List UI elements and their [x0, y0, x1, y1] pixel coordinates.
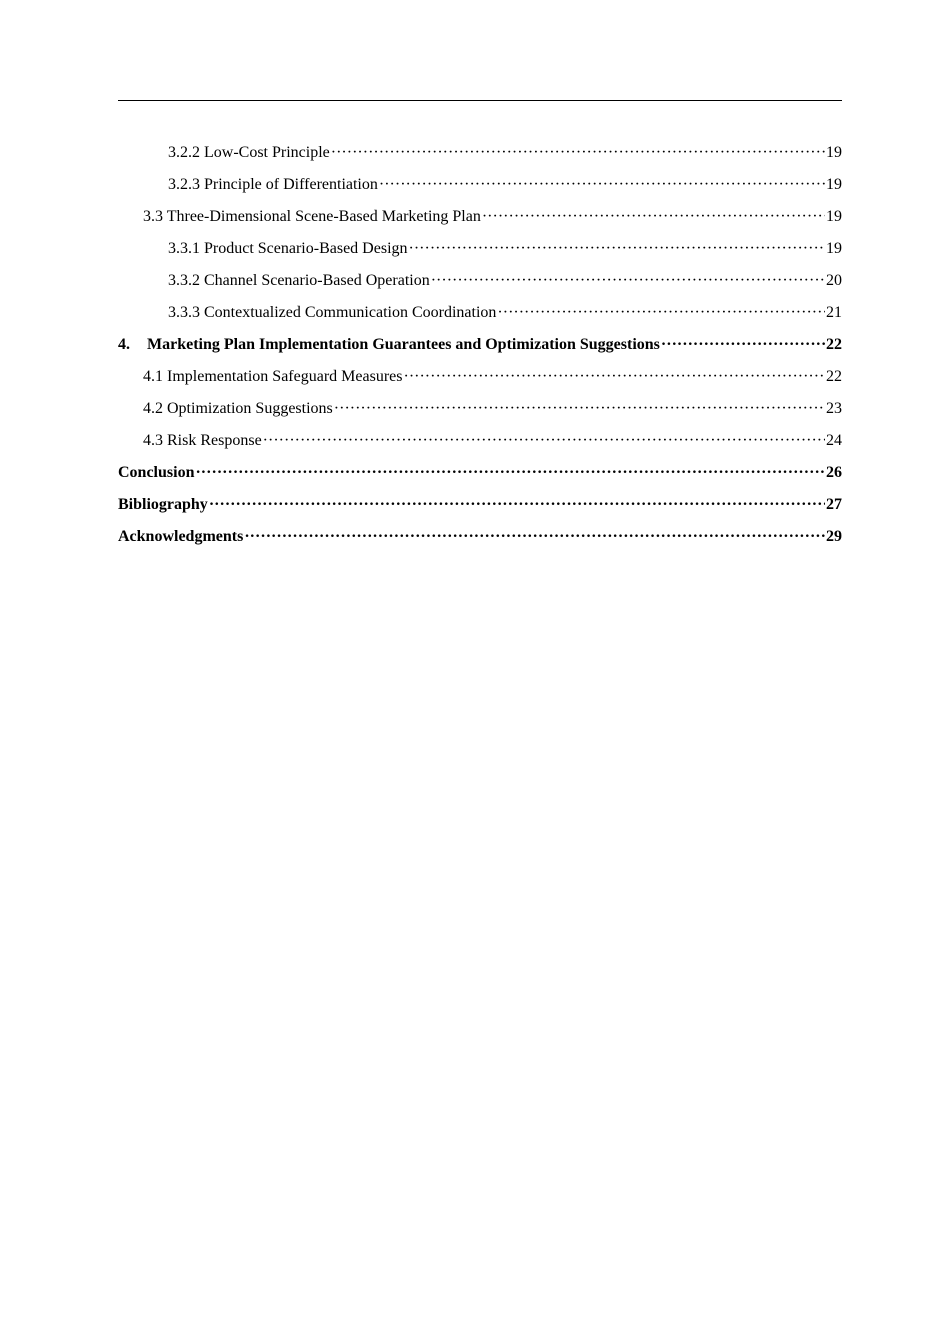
- toc-page-number: 24: [826, 432, 842, 449]
- toc-entry-bibliography[interactable]: [118, 489, 842, 521]
- toc-entry-title: 4.1 Implementation Safeguard Measures: [143, 368, 403, 385]
- toc-entry-title: 3.3 Three-Dimensional Scene-Based Marketing Plan: [143, 208, 481, 225]
- toc-entry-3-3-2[interactable]: [118, 265, 842, 297]
- toc-entry-title: Acknowledgments: [118, 528, 244, 545]
- toc-page-number: 19: [826, 176, 842, 193]
- toc-entry-acknowledgments[interactable]: [118, 521, 842, 553]
- toc-entry-title: 3.3.2 Channel Scenario-Based Operation: [168, 272, 430, 289]
- toc-page-number: 27: [826, 496, 842, 513]
- toc-dot-leader: [209, 489, 825, 521]
- toc-page-number: 19: [826, 240, 842, 257]
- toc-entry-title: Bibliography: [118, 496, 208, 513]
- toc-entry-chapter-4[interactable]: [118, 329, 842, 361]
- toc-entry-title: 4. Marketing Plan Implementation Guarantees and Optimization Suggestions: [118, 336, 660, 353]
- toc-dot-leader: [431, 265, 825, 297]
- toc-entry-title: Conclusion: [118, 464, 195, 481]
- toc-entry-title: 3.3.1 Product Scenario-Based Design: [168, 240, 408, 257]
- toc-entry-title: 4.2 Optimization Suggestions: [143, 400, 333, 417]
- toc-dot-leader: [263, 425, 825, 457]
- toc-entry-4-3[interactable]: [118, 425, 842, 457]
- toc-entry-3-2-3[interactable]: [118, 169, 842, 201]
- toc-entry-4-1[interactable]: [118, 361, 842, 393]
- toc-page-number: 22: [826, 368, 842, 385]
- toc-dot-leader: [195, 457, 825, 489]
- toc-page-number: 22: [826, 336, 842, 353]
- toc-page-number: 21: [826, 304, 842, 321]
- toc-page-number: 20: [826, 272, 842, 289]
- toc-page-number: 23: [826, 400, 842, 417]
- toc-page-number: 26: [826, 464, 842, 481]
- toc-entry-title: 3.2.2 Low-Cost Principle: [168, 144, 330, 161]
- toc-dot-leader: [403, 361, 825, 393]
- toc-entry-title: 3.2.3 Principle of Differentiation: [168, 176, 378, 193]
- toc-dot-leader: [379, 169, 825, 201]
- toc-dot-leader: [497, 297, 825, 329]
- toc-dot-leader: [244, 521, 825, 553]
- toc-dot-leader: [334, 393, 825, 425]
- toc-dot-leader: [661, 329, 825, 361]
- toc-entry-3-3-3[interactable]: [118, 297, 842, 329]
- toc-entry-4-2[interactable]: [118, 393, 842, 425]
- toc-entry-3-3[interactable]: [118, 201, 842, 233]
- toc-entry-3-3-1[interactable]: [118, 233, 842, 265]
- toc-page-number: 19: [826, 144, 842, 161]
- toc-entry-conclusion[interactable]: [118, 457, 842, 489]
- toc-page-number: 19: [826, 208, 842, 225]
- toc-entry-title: 4.3 Risk Response: [143, 432, 262, 449]
- toc-dot-leader: [331, 137, 825, 169]
- toc-page-number: 29: [826, 528, 842, 545]
- toc-dot-leader: [409, 233, 825, 265]
- toc-dot-leader: [482, 201, 825, 233]
- header-rule: [118, 100, 842, 101]
- toc-entry-title: 3.3.3 Contextualized Communication Coordination: [168, 304, 497, 321]
- table-of-contents: [118, 137, 842, 553]
- toc-entry-3-2-2[interactable]: [118, 137, 842, 169]
